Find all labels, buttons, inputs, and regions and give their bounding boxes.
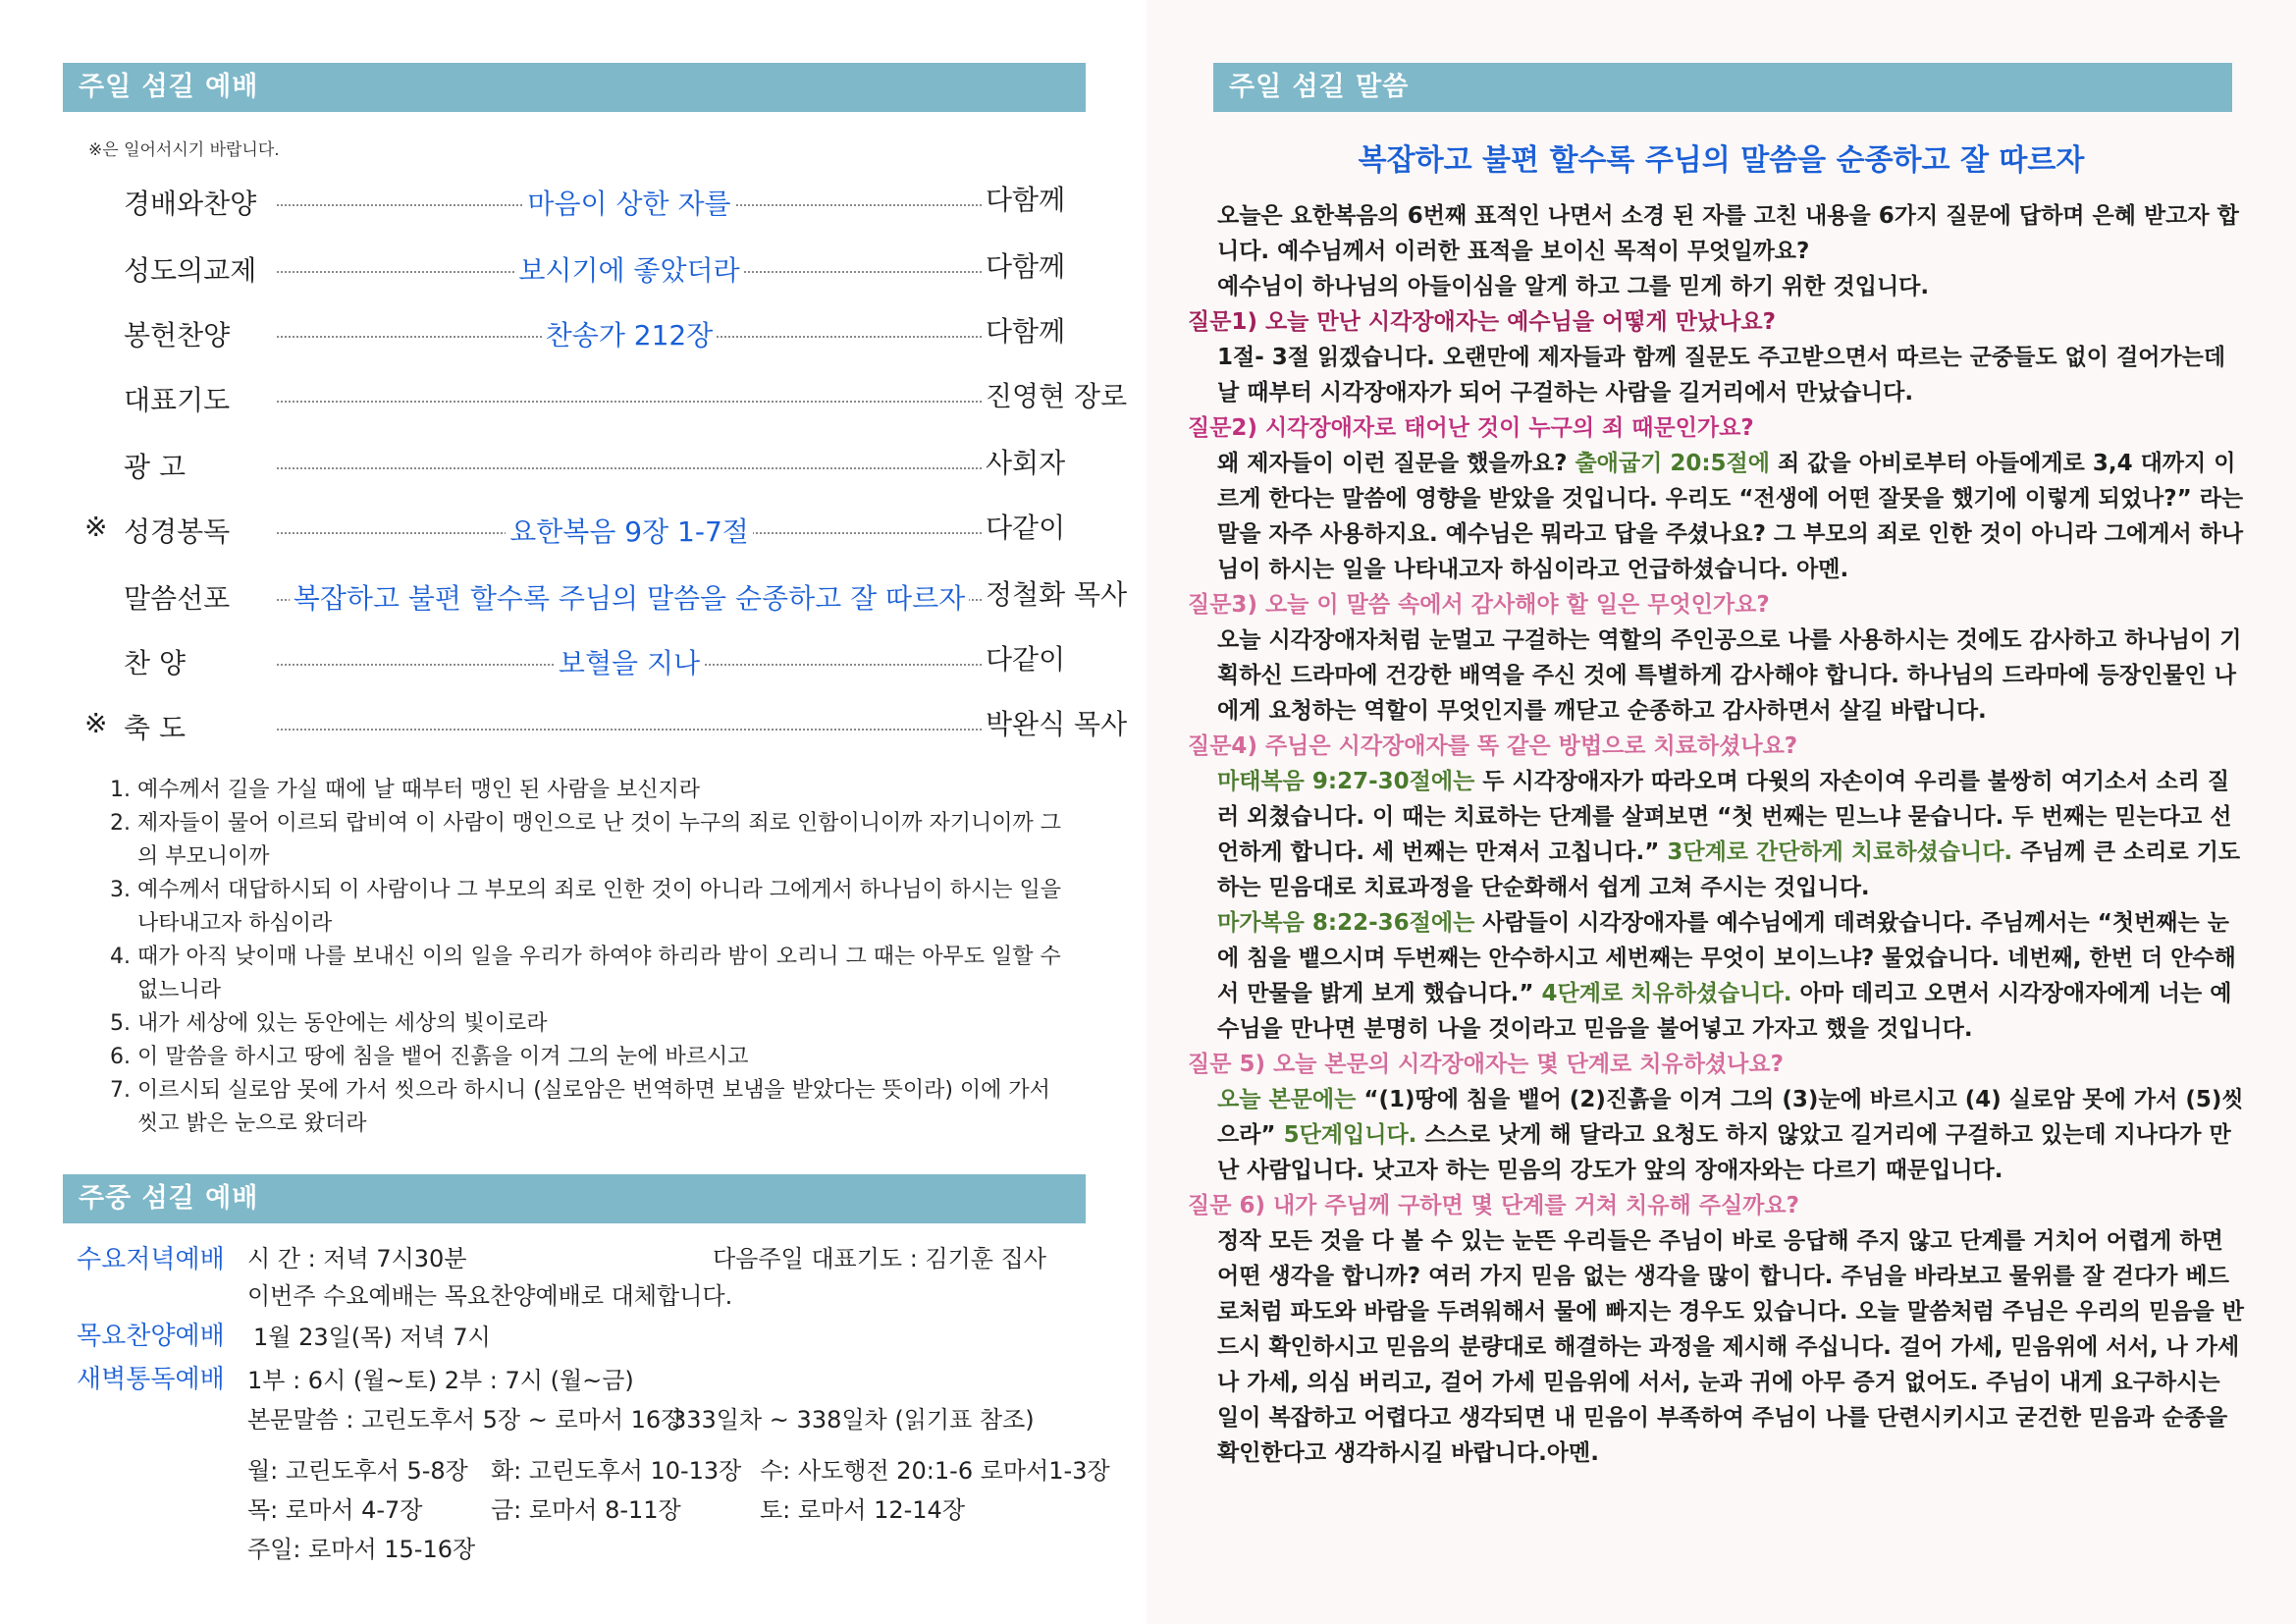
answer-4b (1217, 905, 2248, 1047)
order-label: 경배와찬양 (124, 188, 257, 220)
sermon-body (1188, 198, 2248, 1471)
order-row (84, 310, 1066, 350)
answer-4-text-4: 아마 데리고 오면서 시각장애자에게 너는 예수님을 만나면 분명히 나을 것이라고 믿음을 불어넣고 가자고 했을 것입니다. (1217, 981, 2232, 1042)
verse-text: 제자들이 물어 이르되 랍비여 이 사람이 맹인으로 난 것이 누구의 죄로 인함이니이까 자기니이까 그의 부모니이까 (137, 811, 1061, 869)
order-label: 성도의교제 (124, 254, 257, 287)
answer-1: 1절- 3절 읽겠습니다. 오랜만에 제자들과 함께 질문도 주고받으면서 따르는 군중들도 없이 걸어가는데 날 때부터 시각장애자가 되어 구걸하는 사람을 길거리에서 만났습니다. (1217, 345, 2226, 406)
thursday-label: 목요찬양예배 (77, 1322, 225, 1351)
plan-mon: 월: 고린도후서 5-8장 (247, 1457, 468, 1485)
sermon-title: 복잡하고 불편 할수록 주님의 말씀을 순종하고 잘 따르자 (1358, 143, 2085, 178)
order-leader: 박완식 목사 (986, 708, 1128, 740)
answer-4-reference-1: 마태복음 9:27-30절에는 (1217, 769, 1475, 794)
answer-5-text-2: 스스로 낫게 해 달라고 요청도 하지 않았고 길거리에 구걸하고 있는데 지나다가 만난 사람입니다. 낫고자 하는 믿음의 강도가 앞의 장애자와는 다르기 때문입니다. (1217, 1122, 2231, 1183)
answer-4-highlight-2: 4단계로 치유하셨습니다. (1541, 981, 1792, 1006)
order-title-text: 보혈을 지나 (555, 647, 704, 679)
verse-text: 예수께서 길을 가실 때에 날 때부터 맹인 된 사람을 보신지라 (137, 778, 700, 802)
verse-item (110, 774, 1072, 807)
answer-4-reference-2: 마가복음 8:22-36절에는 (1217, 910, 1475, 936)
plan-fri: 금: 로마서 8-11장 (491, 1496, 681, 1524)
order-label: 광 고 (124, 451, 186, 483)
plan-sun: 주일: 로마서 15-16장 (247, 1536, 476, 1563)
order-leader: 진영현 장로 (986, 380, 1128, 412)
dotted-leader (277, 401, 982, 403)
verse-item (110, 1041, 1072, 1074)
dawn-time: 1부 : 6시 (월~토) 2부 : 7시 (월~금) (247, 1367, 634, 1394)
order-leader: 다함께 (986, 184, 1066, 216)
order-row (84, 375, 1128, 416)
standing-note: ※은 일어서시기 바랍니다. (88, 140, 280, 160)
plan-sat: 토: 로마서 12-14장 (760, 1496, 966, 1524)
plan-tue: 화: 고린도후서 10-13장 (491, 1457, 742, 1485)
answer-5-highlight: 5단계입니다. (1283, 1122, 1417, 1148)
verse-number: 2. (110, 811, 131, 836)
question-2: 질문2) 시각장애자로 태어난 것이 누구의 죄 때문인가요? (1188, 415, 1754, 441)
answer-2-text: 왜 제자들이 이런 질문을 했을까요? (1217, 451, 1575, 476)
verse-text: 이 말씀을 하시고 땅에 침을 뱉어 진흙을 이겨 그의 눈에 바르시고 (137, 1045, 749, 1069)
verse-item (110, 1007, 1072, 1041)
verse-number: 4. (110, 945, 131, 969)
sunday-service-header: 주일 섬길 예배 (63, 63, 1086, 112)
verse-number: 1. (110, 778, 131, 802)
answer-2-reference: 출애굽기 20:5절에 (1575, 451, 1770, 476)
wednesday-note: 이번주 수요예배는 목요찬양예배로 대체합니다. (247, 1282, 733, 1310)
weekday-service-header: 주중 섬길 예배 (63, 1174, 1086, 1223)
verse-number: 6. (110, 1045, 131, 1069)
order-title-text: 찬송가 212장 (542, 319, 718, 352)
order-leader: 다함께 (986, 250, 1066, 283)
dotted-leader (277, 467, 982, 469)
answer-5-text-1: “(1)땅에 침을 뱉어 (2)진흙을 이겨 그의 (3)눈에 바르시고 (4) 실로암 못에 가서 (5)씻으라” (1217, 1087, 2244, 1148)
verse-item (110, 1074, 1072, 1141)
question-6: 질문 6) 내가 주님께 구하면 몇 단계를 거쳐 치유해 주실까요? (1188, 1193, 1799, 1218)
answer-4a (1217, 764, 2248, 905)
order-leader: 다같이 (986, 643, 1066, 676)
sermon-header: 주일 섬길 말씀 (1213, 63, 2232, 112)
question-4: 질문4) 주님은 시각장애자를 똑 같은 방법으로 치료하셨나요? (1188, 733, 1798, 759)
order-row (84, 638, 1066, 677)
dawn-text: 본문말씀 : 고린도후서 5장 ~ 로마서 16장 (247, 1406, 684, 1434)
order-title (277, 314, 982, 353)
order-title-text: 요한복음 9장 1-7절 (506, 515, 753, 548)
plan-wed: 수: 사도행전 20:1-6 로마서1-3장 (760, 1457, 1110, 1485)
wednesday-label: 수요저녁예배 (77, 1245, 225, 1274)
verse-text: 예수께서 대답하시되 이 사람이나 그 부모의 죄로 인한 것이 아니라 그에게서 하나님이 하시는 일을 나타내고자 하심이라 (137, 878, 1061, 936)
order-label: 축 도 (124, 712, 186, 744)
plan-thu: 목: 로마서 4-7장 (247, 1496, 423, 1524)
verse-number: 5. (110, 1011, 131, 1036)
verse-text: 때가 아직 낮이매 나를 보내신 이의 일을 우리가 하여야 하리라 밤이 오리니 그 때는 아무도 일할 수 없느니라 (137, 945, 1061, 1002)
order-title-text: 복잡하고 불편 할수록 주님의 말씀을 순종하고 잘 따르자 (290, 582, 969, 615)
answer-4-text-2: 주님께 큰 소리로 기도하는 믿음대로 치료과정을 단순화해서 쉽게 고쳐 주시는 것입니다. (1217, 839, 2241, 900)
order-label: 봉헌찬양 (124, 319, 231, 352)
answer-6: 정작 모든 것을 다 볼 수 있는 눈뜬 우리들은 주님이 바로 응답해 주지 않고 단계를 거치어 어렵게 하면 어떤 생각을 합니까? 여러 가지 믿음 없는 생각을 많이 합니다. 주님을 바라보고 물위를 잘 걷다가 베드로처럼 파도와 바람을 두려워해서 물에 빠지는 경우도 있습니다. 오늘 말씀처럼 주님은 우리의 믿음을 반드시 확인하시고 믿음의 분량대로 해결하는 과정을 제시해 주십니다. 걸어 가세, 믿음위에 서서, 나 가세 나 가세, 의심 버리고, 걸어 가세 믿음위에 서서, 눈과 귀에 아무 증거 없어도. 주님이 내게 요구하시는 일이 복잡하고 어렵다고 생각되면 내 믿음이 부족하여 주님이 나를 단련시키시고 굳건한 믿음과 순종을 확인한다고 생각하시길 바랍니다.아멘. (1217, 1228, 2244, 1466)
thursday-time: 1월 23일(목) 저녁 7시 (253, 1324, 491, 1351)
answer-3: 오늘 시각장애자처럼 눈멀고 구걸하는 역할의 주인공으로 나를 사용하시는 것에도 감사하고 하나님이 기획하신 드라마에 건강한 배역을 주신 것에 특별하게 감사해야 합니다. 하나님의 드라마에 등장인물인 나에게 요청하는 역할이 무엇인지를 깨닫고 순종하고 감사하면서 살길 바랍니다. (1217, 627, 2242, 724)
order-title-text: 보시기에 좋았더라 (514, 254, 743, 287)
question-5: 질문 5) 오늘 본문의 시각장애자는 몇 단계로 치유하셨나요? (1188, 1052, 1784, 1077)
order-label: 말씀선포 (124, 582, 231, 615)
dotted-leader (277, 729, 982, 731)
answer-2 (1217, 446, 2248, 587)
order-title (277, 249, 982, 289)
next-prayer: 다음주일 대표기도 : 김기훈 집사 (713, 1245, 1046, 1272)
verse-item (110, 874, 1072, 941)
left-page (0, 0, 1147, 1624)
order-label: 대표기도 (124, 384, 231, 416)
order-row (84, 442, 1066, 481)
question-3: 질문3) 오늘 이 말씀 속에서 감사해야 할 일은 무엇인가요? (1188, 592, 1770, 618)
dawn-days: 333일차 ~ 338일차 (읽기표 참조) (671, 1406, 1035, 1434)
order-label: 성경봉독 (124, 515, 231, 548)
answer-5 (1217, 1082, 2248, 1188)
answer-4-text-1: 두 시각장애자가 따라오며 다윗의 자손이여 우리를 불쌍히 여기소서 소리 질러 외쳤습니다. 이 때는 치료하는 단계를 살펴보면 “첫 번째는 믿느냐 묻습니다. 두 번째는 믿는다고 선언하게 합니다. 세 번째는 만져서 고칩니다.” (1217, 769, 2232, 865)
verse-text: 이르시되 실로암 못에 가서 씻으라 하시니 (실로암은 번역하면 보냄을 받았다는 뜻이라) 이에 가서 씻고 밝은 눈으로 왔더라 (137, 1078, 1050, 1136)
dawn-label: 새벽통독예배 (77, 1365, 225, 1394)
answer-4-text-3: 사람들이 시각장애자를 예수님에게 데려왔습니다. 주님께서는 “첫번째는 눈에 침을 뱉으시며 두번째는 안수하시고 세번째는 무엇이 보이느냐? 물었습니다. 네번째, 한번 더 안수해서 만물을 밝게 보게 했습니다.” (1217, 910, 2236, 1006)
order-label: 찬 양 (124, 647, 186, 679)
verse-number: 3. (110, 878, 131, 902)
wednesday-time: 시 간 : 저녁 7시30분 (247, 1245, 467, 1272)
scripture-verses (110, 774, 1072, 1141)
order-leader: 정철화 목사 (986, 578, 1128, 611)
right-page (1147, 0, 2296, 1624)
intro-paragraph: 오늘은 요한복음의 6번째 표적인 나면서 소경 된 자를 고친 내용을 6가지 질문에 답하며 은혜 받고자 합니다. 예수님께서 이러한 표적을 보이신 목적이 무엇일까요? (1217, 203, 2239, 264)
order-row (84, 507, 1066, 546)
order-leader: 다같이 (986, 512, 1066, 544)
order-title (277, 642, 982, 681)
stand-mark: ※ (84, 707, 108, 739)
order-row (84, 703, 1128, 744)
answer-5-reference: 오늘 본문에는 (1217, 1087, 1357, 1112)
order-title (277, 183, 982, 222)
order-row (84, 573, 1128, 615)
verse-number: 7. (110, 1078, 131, 1103)
stand-mark: ※ (84, 511, 108, 543)
answer-4-highlight-1: 3단계로 간단하게 치료하셨습니다. (1667, 839, 2013, 865)
verse-text: 내가 세상에 있는 동안에는 세상의 빛이로라 (137, 1011, 548, 1036)
order-title-text: 마음이 상한 자를 (523, 188, 734, 220)
answer-2-text-cont: 죄 값을 아비로부터 아들에게로 3,4 대까지 이르게 한다는 말씀에 영향을 받았을 것입니다. 우리도 “전생에 어떤 잘못을 했기에 이렇게 되었나?” 라는 말을 자주 사용하지요. 예수님은 뭐라고 답을 주셨나요? 그 부모의 죄로 인한 것이 아니라 그에게서 하나님이 하시는 일을 나타내고자 하심이라고 언급하셨습니다. 아멘. (1217, 451, 2244, 582)
order-title (277, 511, 982, 550)
verse-item (110, 807, 1072, 874)
order-title (277, 577, 982, 617)
intro-answer: 예수님이 하나님의 아들이심을 알게 하고 그를 믿게 하기 위한 것입니다. (1217, 274, 1930, 299)
order-leader: 다함께 (986, 315, 1066, 348)
order-row (84, 245, 1066, 285)
verse-item (110, 941, 1072, 1007)
order-row (84, 179, 1066, 218)
order-leader: 사회자 (986, 447, 1066, 479)
question-1: 질문1) 오늘 만난 시각장애자는 예수님을 어떻게 만났나요? (1188, 309, 1776, 335)
